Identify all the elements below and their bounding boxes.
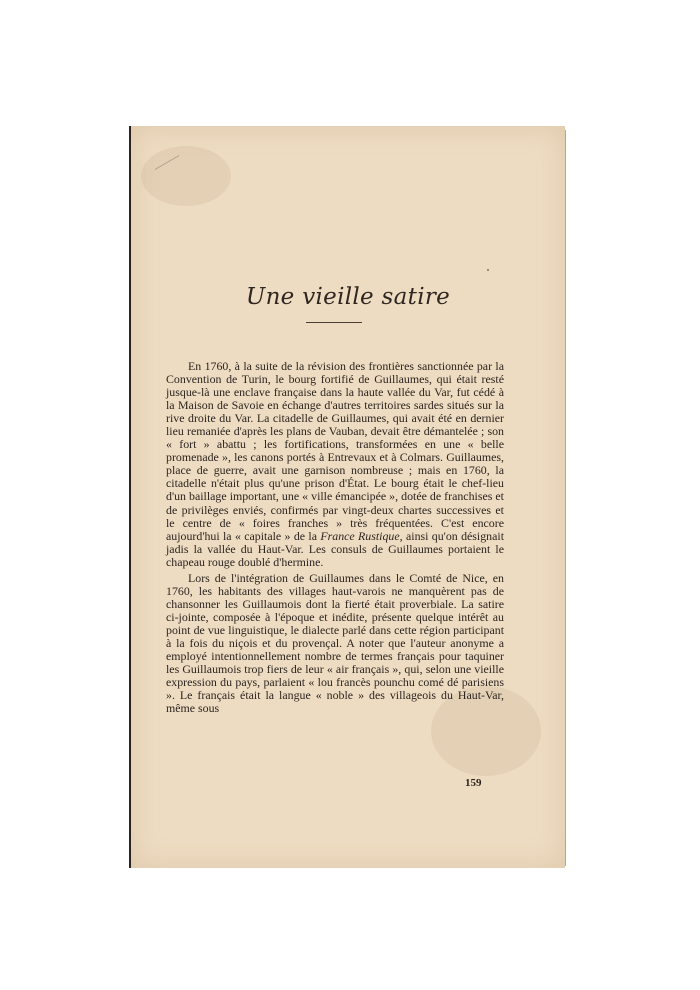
page-number: 159 bbox=[465, 777, 482, 789]
article-body bbox=[166, 360, 504, 715]
ink-speck bbox=[487, 269, 489, 271]
paragraph-1 bbox=[166, 360, 504, 569]
paper-stain bbox=[141, 146, 231, 206]
article-title: Une vieille satire bbox=[245, 284, 451, 310]
scanned-page bbox=[131, 126, 565, 868]
paragraph-1-italic: France Rustique, bbox=[320, 528, 403, 543]
title-divider bbox=[306, 322, 362, 323]
paragraph-1-text: En 1760, à la suite de la révision des frontières sanctionnée par la Convention de Turin, le bourg fortifié de Guillaumes, qui était resté jusque-là une enclave française dans la haute vallée du Var, fut cédé à la Maison de Savoie en échange d'autres territoires sardes situés sur la rive droite du Var. La citadelle de Guillaumes, qui avait été en dernier lieu remaniée d'après les plans de Vauban, devait être démantelée ; son « fort » abattu ; les fortifications, transformées en une « belle promenade », les canons portés à Entrevaux et à Colmars. Guillaumes, place de guerre, avait une garnison nombreuse ; mais en 1760, la citadelle n'était plus qu'une prison d'État. Le bourg était le chef-lieu d'un baillage important, une « ville émancipée », dotée de franchises et de privilèges enviés, confirmés par vingt-deux chartes successives et le centre de « foires franches » très fréquentées. C'est encore aujourd'hui la « capitale » de la bbox=[166, 359, 504, 543]
paragraph-2: Lors de l'intégration de Guillaumes dans le Comté de Nice, en 1760, les habitants des villages haut-varois ne manquèrent pas de chansonner les Guillaumois dont la fierté était proverbiale. La satire ci-jointe, composée à l'époque et inédite, présente quelque intérêt au point de vue linguistique, le dialecte parlé dans cette région participant à la fois du niçois et du provençal. A noter que l'auteur anonyme a employé intentionnellement nombre de termes français pour taquiner les Guillaumois trop fiers de leur « air français », qui, selon une vieille expression du pays, parlaient « lou francès pounchu comé dé parisiens ». Le français était la langue « noble » des villageois du Haut-Var, même sous bbox=[166, 570, 504, 716]
paragraph-1-tail: ainsi qu'on désignait jadis la vallée du Haut-Var. Les consuls de Guillaumes portaient le chapeau rouge doublé d'hermine. bbox=[166, 528, 504, 569]
